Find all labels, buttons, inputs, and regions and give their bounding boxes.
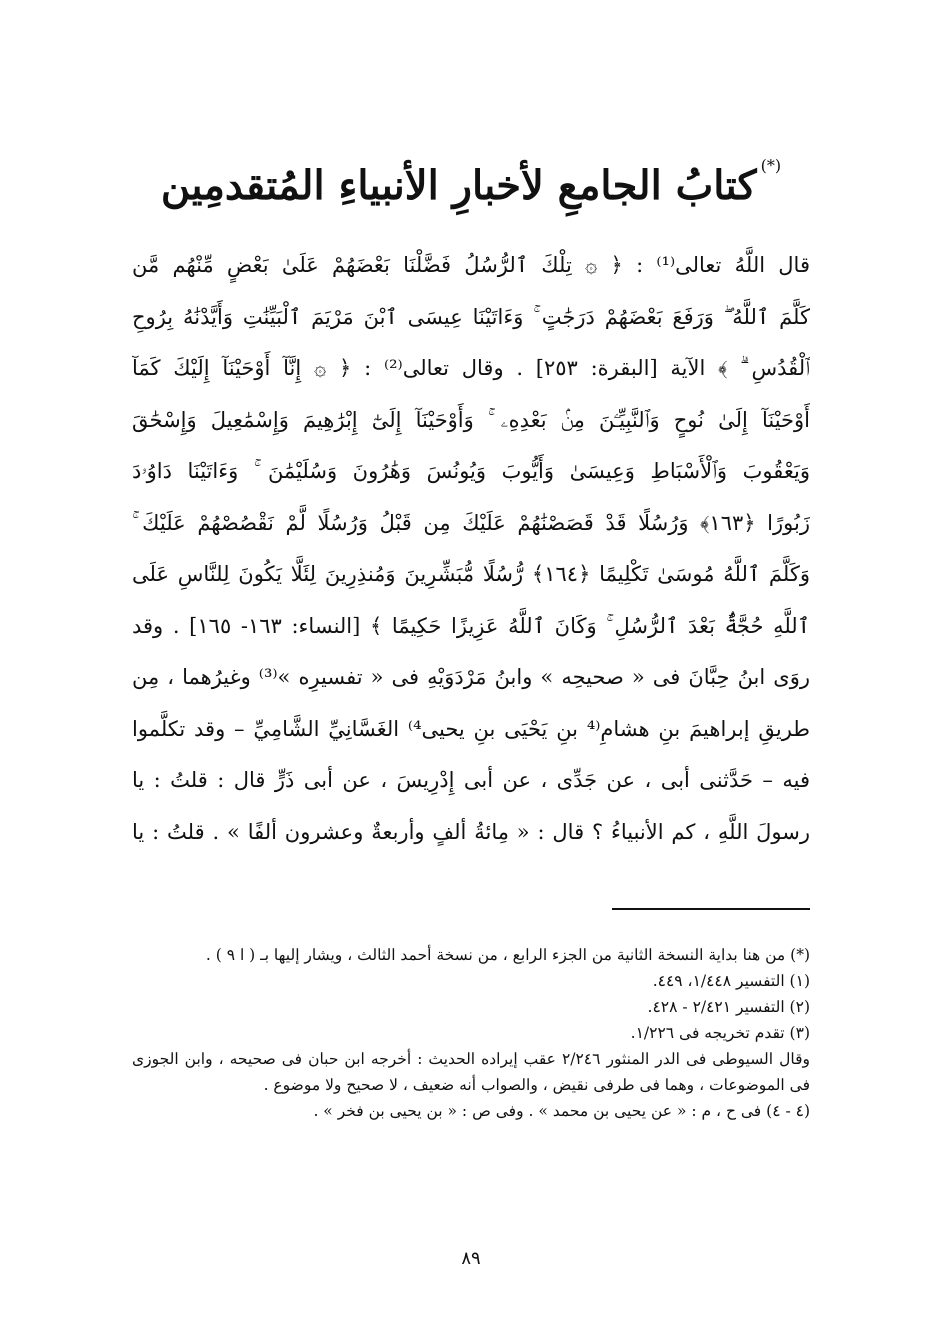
page-number: ٨٩ bbox=[461, 1248, 481, 1269]
text-line: فيه – حَدَّثنى أبى ، عن جَدِّى ، عن أبى إِدْرِيسَ ، عن أبى ذَرٍّ قال : قلتُ : يا bbox=[132, 768, 810, 792]
footnote: (٢) التفسير ٢/٤٢١ - ٤٢٨. bbox=[647, 998, 810, 1016]
footnote: (٣) تقدم تخريجه فى ١/٢٢٦. bbox=[630, 1024, 810, 1042]
footnote: وقال السيوطى فى الدر المنثور ٢/٢٤٦ عقب إيراده الحديث : أخرجه ابن حبان فى صحيحه ، وابن الجوزى فى الموضوعات ، وهما فى طرفى نقيض ، والصواب أنه ضعيف ، لا صحيح ولا موضوع . bbox=[132, 1050, 810, 1094]
text-line: وَكَلَّمَ ٱللَّهُ مُوسَىٰ تَكْلِيمًا ﴿١٦٤﴾ رُّسُلًا مُّبَشِّرِينَ وَمُنذِرِينَ لِئَلَّا يَكُونَ لِلنَّاسِ عَلَى bbox=[132, 562, 810, 586]
footnote: (١) التفسير ١/٤٤٨، ٤٤٩. bbox=[652, 972, 810, 990]
text-line: كَلَّمَ ٱللَّهُ ۖ وَرَفَعَ بَعْضَهُمْ دَرَجَٰتٍ ۚ وَءَاتَيْنَا عِيسَى ٱبْنَ مَرْيَمَ ٱلْبَيِّنَٰتِ وَأَيَّدْنَٰهُ بِرُوحِ bbox=[132, 304, 810, 329]
footnote: (*) من هنا بداية النسخة الثانية من الجزء الرابع ، من نسخة أحمد الثالث ، ويشار إليها بـ ( ا ٩ ) . bbox=[205, 946, 810, 964]
chapter-title bbox=[120, 138, 822, 214]
footnotes bbox=[132, 942, 810, 1124]
footnote-separator bbox=[612, 908, 810, 910]
text-line: ٱلْقُدُسِ ۗ ﴾ الآية [البقرة: ٢٥٣] . وقال تعالى⁽²⁾ : ﴿ ۞ إِنَّآ أَوْحَيْنَآ إِلَيْكَ كَمَآ bbox=[132, 356, 810, 380]
footnote: (٤ - ٤) فى ح ، م : « عن يحيى بن محمد » . وفى ص : « بن يحيى بن فخر » . bbox=[313, 1102, 810, 1120]
main-text bbox=[132, 240, 810, 858]
text-line: أَوْحَيْنَآ إِلَىٰ نُوحٍ وَٱلنَّبِيِّـۧنَ مِنۢ بَعْدِهِۦ ۚ وَأَوْحَيْنَآ إِلَىٰٓ إِبْرَٰهِيمَ وَإِسْمَٰعِيلَ وَإِسْحَٰقَ bbox=[132, 407, 810, 432]
text-line: رسولَ اللَّهِ ، كم الأنبياءُ ؟ قال : « مِائةُ ألفٍ وأربعةٌ وعشرون ألفًا » . قلتُ : يا bbox=[132, 819, 810, 844]
text-line: زَبُورًا ﴿١٦٣﴾ وَرُسُلًا قَدْ قَصَصْنَٰهُمْ عَلَيْكَ مِن قَبْلُ وَرُسُلًا لَّمْ نَقْصُصْهُمْ عَلَيْكَ ۚ bbox=[132, 510, 810, 535]
title-footnote-marker: (*) bbox=[760, 156, 782, 175]
chapter-title-text: كتابُ الجامعِ لأخبارِ الأنبياءِ المُتقدمِين bbox=[160, 162, 757, 209]
text-line: روَى ابنُ حِبَّانَ فى « صحيحِه » وابنُ مَرْدَوَيْهِ فى « تفسيرِه »⁽³⁾ وغيرُهما ، مِن bbox=[132, 665, 810, 689]
text-line: قال اللَّهُ تعالى⁽¹⁾ : ﴿ ۞ تِلْكَ ٱلرُّسُلُ فَضَّلْنَا بَعْضَهُمْ عَلَىٰ بَعْضٍ مِّنْهُم مَّن bbox=[132, 253, 810, 277]
text-line: طريقِ إبراهيمَ بنِ هشامِ⁽⁴ بنِ يَحْيَى بنِ يحيى⁴⁾ الغَسَّانِيِّ الشَّامِيِّ – وقد تكلَّموا bbox=[132, 716, 810, 741]
text-line: ٱللَّهِ حُجَّةٌۢ بَعْدَ ٱلرُّسُلِ ۚ وَكَانَ ٱللَّهُ عَزِيزًا حَكِيمًا ﴾ [النساء: ١٦٣- ١٦٥] . وقد bbox=[132, 613, 810, 638]
text-line: وَيَعْقُوبَ وَٱلْأَسْبَاطِ وَعِيسَىٰ وَأَيُّوبَ وَيُونُسَ وَهَٰرُونَ وَسُلَيْمَٰنَ ۚ وَءَاتَيْنَا دَاوُۥدَ bbox=[132, 459, 810, 483]
